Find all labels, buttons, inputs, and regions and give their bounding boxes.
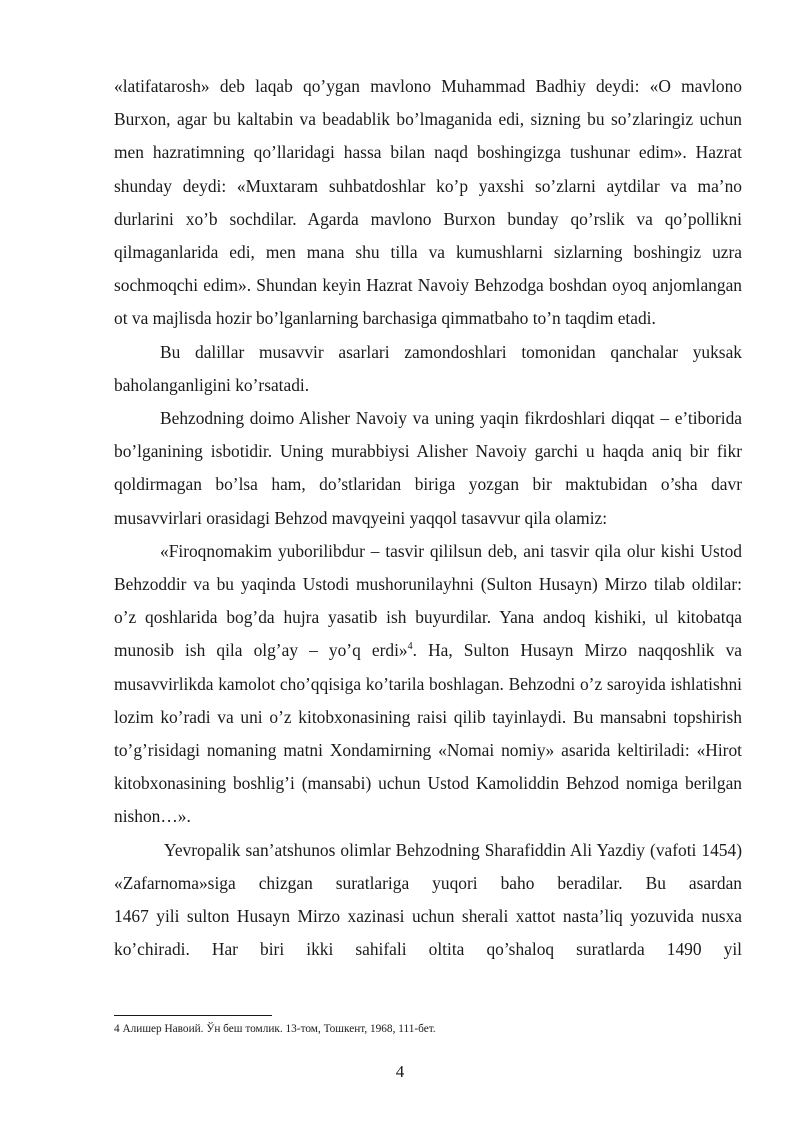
paragraph-6: 1467 yili sulton Husayn Mirzo xazinasi uchun sherali xattot nasta’liq yozuvida nusxa ko’chiradi. Har biri ikki sahifali oltita qo’shaloq suratlarda 1490 yil bbox=[114, 906, 742, 960]
paragraph-3: Behzodning doimo Alisher Navoiy va uning yaqin fikrdoshlari diqqat – e’tiborida bo’lganining isbotidir. Uning murabbiysi Alisher Navoiy garchi u haqda aniq bir fikr qoldirmagan bo’lsa ham, do’stlaridan biriga yozgan bir maktubidan o’sha davr musavvirlari orasidagi Behzod mavqyeini yaqqol tasavvur qila olamiz: bbox=[114, 408, 742, 528]
paragraph-2: Bu dalillar musavvir asarlari zamondoshlari tomonidan qanchalar yuksak baholanganligini ko’rsatadi. bbox=[114, 341, 742, 395]
footnote-separator bbox=[114, 1015, 272, 1016]
footnote-reference: 4 bbox=[407, 641, 413, 653]
page-number: 4 bbox=[395, 1062, 405, 1081]
paragraph-5: Yevropalik san’atshunos olimlar Behzodning Sharafiddin Ali Yazdiy (vafoti 1454) «Zafarnoma»siga chizgan suratlariga yuqori baho beradilar. Bu asardan bbox=[114, 839, 742, 893]
paragraph-1: «latifatarosh» deb laqab qo’ygan mavlono Muhammad Badhiy deydi: «O mavlono Burxon, agar bu kaltabin va beadablik bo’lmaganida edi, sizning bu so’zlaringiz uchun men hazratimning qo’llaridagi hassa bilan naqd boshingizga tushunar edim». Hazrat shunday deydi: «Muxtaram suhbatdoshlar ko’p yaxshi so’zlarni aytdilar va ma’no durlarini xo’b sochdilar. Agarda mavlono Burxon bunday qo’rslik va qo’pollikni qilmaganlarida edi, men mana shu tilla va kumushlarni sizlarning boshingiz uzra sochmoqchi edim». Shundan keyin Hazrat Navoiy Behzodga boshdan oyoq anjomlangan ot va majlisda hozir bo’lganlarning barchasiga qimmatbaho to’n taqdim etadi. bbox=[114, 76, 742, 329]
paragraph-4-quote bbox=[114, 535, 742, 834]
body-text bbox=[114, 70, 742, 966]
quote-text: «Firoqnomakim yuborilibdur – tasvir qililsun deb, ani tasvir qila olur kishi Ustod Behzoddir va bu yaqinda Ustodi mushorunilayhni (Sulton Husayn) Mirzo tilab oldilar: o’z qoshlarida bog’da hujra yasatib ish buyurdilar. Yana andoq kishiki, ul kitobatqa munosib ish qila olg’ay – yo’q erdi» bbox=[114, 540, 742, 661]
footnote-text: 4 Алишер Навоий. Ўн беш томлик. 13-том, Тошкент, 1968, 111-бет. bbox=[114, 1023, 436, 1035]
quote-continuation: . Ha, Sulton Husayn Mirzo naqqoshlik va musavvirlikda kamolot cho’qqisiga ko’tarila boshlagan. Behzodni o’z saroyida ishlatishni lozim ko’radi va uni o’z kitobxonasining raisi qilib tayinlaydi. Bu mansabni topshirish to’g’risidagi nomaning matni Xondamirning «Nomai nomiy» asarida keltiriladi: «Hirot kitobxonasining boshlig’i (mansabi) uchun Ustod Kamoliddin Behzod nomiga berilgan nishon…». bbox=[114, 640, 742, 827]
